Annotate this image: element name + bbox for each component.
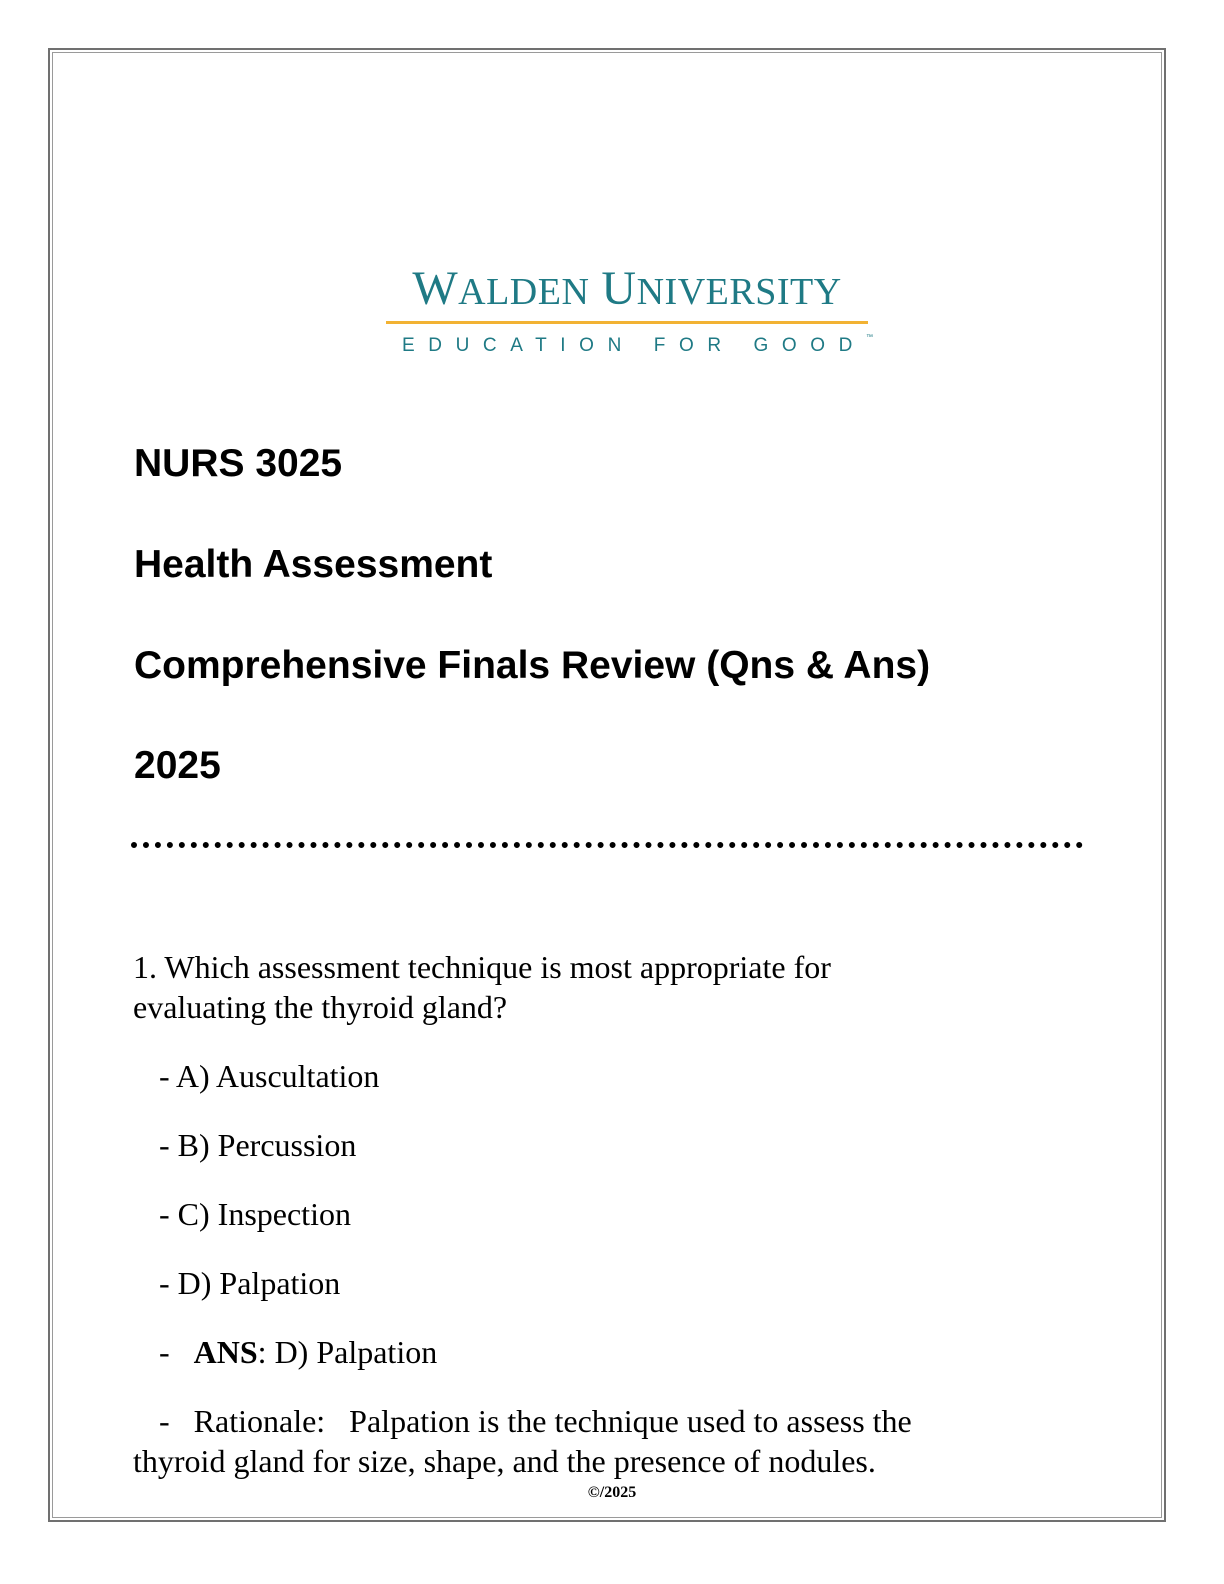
section-divider <box>131 842 1083 848</box>
document-year: 2025 <box>134 744 221 787</box>
rationale-line-1: - Rationale: Palpation is the technique used to assess the <box>159 1403 912 1439</box>
option-b: - B) Percussion <box>159 1127 357 1163</box>
option-c: - C) Inspection <box>159 1196 351 1232</box>
option-a: - A) Auscultation <box>159 1058 380 1094</box>
copyright-footer: ©/2025 <box>587 1484 637 1501</box>
rationale-line-2: thyroid gland for size, shape, and the presence of nodules. <box>133 1443 876 1479</box>
logo-divider <box>386 321 868 324</box>
answer-line: - ANS: D) Palpation <box>159 1334 438 1370</box>
logo-wordmark: WALDEN UNIVERSITY <box>412 262 842 315</box>
course-name: Health Assessment <box>134 543 493 586</box>
answer-label: ANS <box>193 1334 258 1370</box>
course-code: NURS 3025 <box>134 442 343 485</box>
question-text-line-1: 1. Which assessment technique is most appropriate for <box>133 949 831 985</box>
question-text-line-2: evaluating the thyroid gland? <box>133 989 508 1025</box>
document-subtitle: Comprehensive Finals Review (Qns & Ans) <box>134 644 931 687</box>
option-d: - D) Palpation <box>159 1265 341 1301</box>
walden-university-logo <box>386 262 874 357</box>
logo-tagline: EDUCATION FOR GOOD™ <box>402 334 874 356</box>
answer-text: : D) Palpation <box>257 1334 438 1370</box>
